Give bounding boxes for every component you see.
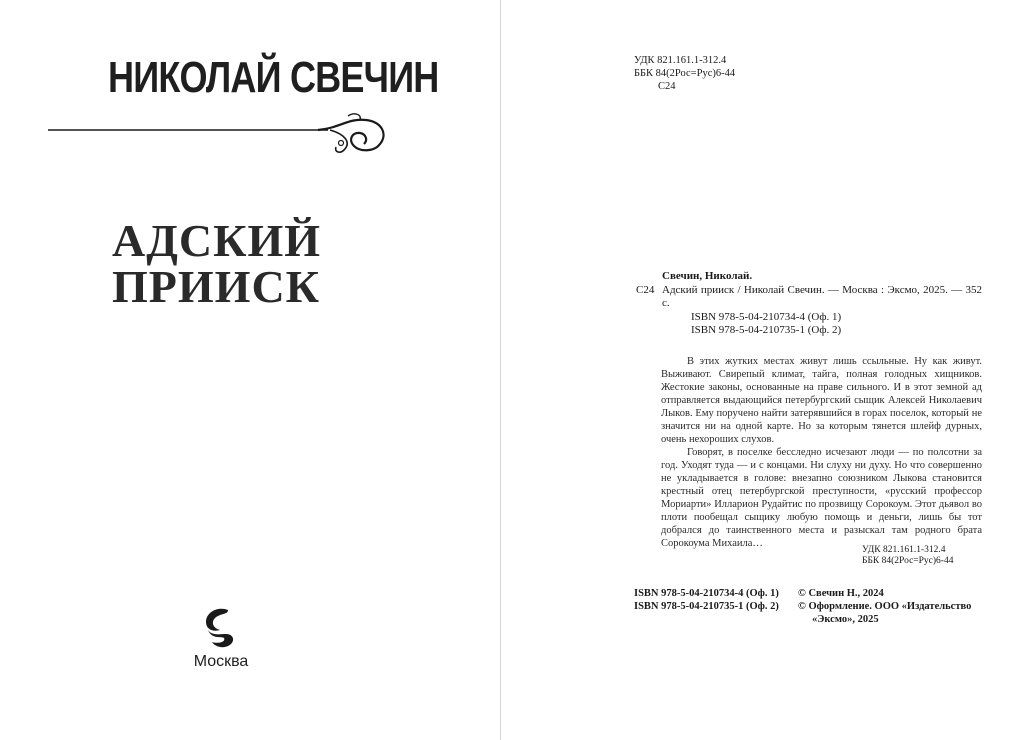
copyright-design: © Оформление. ООО «Издательство — [798, 601, 972, 612]
udk-code: УДК 821.161.1-312.4 — [634, 55, 727, 66]
bib-entry — [636, 284, 982, 311]
bib-author: Свечин, Николай. — [662, 270, 753, 282]
bib-isbn-2: ISBN 978-5-04-210735-1 (Оф. 2) — [691, 324, 842, 336]
bbk-code: ББК 84(2Рос=Рус)6-44 — [634, 68, 736, 79]
book-annotation — [661, 355, 982, 550]
book-title-line-2: ПРИИСК — [112, 261, 321, 312]
publisher-city: Москва — [193, 653, 249, 670]
author-name: НИКОЛАЙ СВЕЧИН — [108, 53, 439, 102]
left-page — [0, 0, 500, 740]
copyright-author: © Свечин Н., 2024 — [798, 588, 884, 599]
book-title-line-1: АДСКИЙ — [112, 215, 322, 266]
bibliographic-record — [636, 270, 982, 338]
flourish-divider-icon — [48, 112, 393, 156]
book-title — [112, 215, 392, 312]
annotation-paragraph-1: В этих жутких местах живут лишь ссыльные. Ну как живут. Выживают. Свирепый климат, тайга, полная голодных хищников. Жестокие законы, основанные на праве сильного. И в этот земной ад отправляется выдающийся петербургский сыщик Алексей Николаевич Лыков. Ему поручено найти затерявшийся в горах поселок, который не значится ни на одной карте. Но за которым тянется шлейф дурных, очень нехороших слухов. — [661, 356, 982, 445]
bib-title-text: Адский прииск / Николай Свечин. — Москва : Эксмо, 2025. — 352 с. — [662, 283, 982, 309]
udk-block-bottom — [862, 545, 953, 567]
author-mark: С24 — [658, 81, 676, 92]
isbn-footer-1: ISBN 978-5-04-210734-4 (Оф. 1) — [634, 588, 779, 599]
bib-author-mark: С24 — [636, 283, 655, 296]
isbn-footer — [634, 587, 779, 613]
eksmo-logo-icon — [198, 604, 242, 650]
udk-code-bottom: УДК 821.161.1-312.4 — [862, 545, 946, 555]
copyright-block — [798, 587, 971, 626]
annotation-paragraph-2: Говорят, в поселке бесследно исчезают люди — по полсотни за год. Уходят туда — и с концами. Ни слуху ни духу. Но что совершенно не укладывается в голове: внезапно союзником Лыкова становится крестный отец петербургской преступности, «русский профессор Мориарти» Илларион Рудайтис по прозвищу Сорокоум. Этот дьявол во плоти пообещал сыщику любую помощь и деньги, лишь бы тот добрался до таинственного места и разыскал там родного брата Сорокоума Михаила… — [661, 447, 982, 549]
isbn-footer-2: ISBN 978-5-04-210735-1 (Оф. 2) — [634, 601, 779, 612]
copyright-publisher: «Эксмо», 2025 — [812, 614, 879, 625]
bib-isbn-1: ISBN 978-5-04-210734-4 (Оф. 1) — [691, 310, 842, 323]
bbk-code-bottom: ББК 84(2Рос=Рус)6-44 — [862, 556, 954, 566]
udk-block-top — [634, 54, 735, 93]
